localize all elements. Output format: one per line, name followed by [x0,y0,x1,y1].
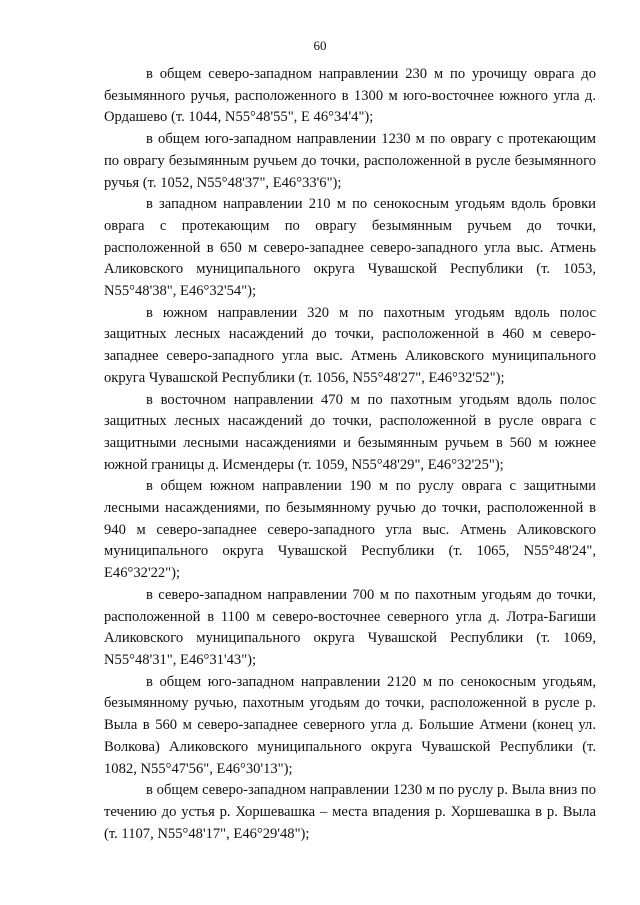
page-number: 60 [313,38,327,53]
paragraph-7: в северо-западном направлении 700 м по пахотным угодьям до точки, расположенной в 1100 м северо-восточнее северного угла д. Лотра-Багиши Аликовского муниципального округа Чувашской Республики (т. 1069, N55°48'31", E46°31'43"); [104,586,596,668]
document-body [104,64,596,845]
paragraph-9: в общем северо-западном направлении 1230 м по руслу р. Выла вниз по течению до устья р. Хоршевашка – места впадения р. Хоршевашка в р. Выла (т. 1107, N55°48'17", E46°29'48"); [104,782,596,842]
paragraph-6: в общем южном направлении 190 м по руслу оврага с защитными лесными насаждениями, по безымянному ручью до точки, расположенной в 940 м северо-западнее северо-западного угла выс. Атмень Аликовского муниципального округа Чувашской Республики (т. 1065, N55°48'24", E46°32'22"); [104,478,596,582]
paragraph-1: в общем северо-западном направлении 230 м по урочищу оврага до безымянного ручья, расположенного в 1300 м юго-восточнее южного угла д. Ордашево (т. 1044, N55°48'55", E 46°34'4"); [104,66,596,126]
paragraph-4: в южном направлении 320 м по пахотным угодьям вдоль полос защитных лесных насаждений до точки, расположенной в 460 м северо-западнее северо-западного угла выс. Атмень Аликовского муниципального округа Чувашской Республики (т. 1056, N55°48'27", E46°32'52"); [104,304,596,386]
paragraph-8: в общем юго-западном направлении 2120 м по сенокосным угодьям, безымянному ручью, пахотным угодьям до точки, расположенной в русле р. Выла в 560 м северо-западнее северного угла д. Большие Атмени (конец ул. Волкова) Аликовского муниципального округа Чувашской Республики (т. 1082, N55°47'56", E46°30'13"); [104,673,596,777]
paragraph-3: в западном направлении 210 м по сенокосным угодьям вдоль бровки оврага с протекающим по оврагу безымянным ручьем до точки, расположенной в 650 м северо-западнее северо-западного угла выс. Атмень Аликовского муниципального округа Чувашской Республики (т. 1053, N55°48'38", E46°32'54"); [104,196,596,300]
paragraph-2: в общем юго-западном направлении 1230 м по оврагу с протекающим по оврагу безымянным ручьем до точки, расположенной в русле безымянного ручья (т. 1052, N55°48'37", E46°33'6"); [104,131,596,191]
paragraph-5: в восточном направлении 470 м по пахотным угодьям вдоль полос защитных лесных насаждений до точки, расположенной в русле оврага с защитными лесными насаждениями и безымянным ручьем в 560 м южнее южной границы д. Исмендеры (т. 1059, N55°48'29", E46°32'25"); [104,391,596,473]
